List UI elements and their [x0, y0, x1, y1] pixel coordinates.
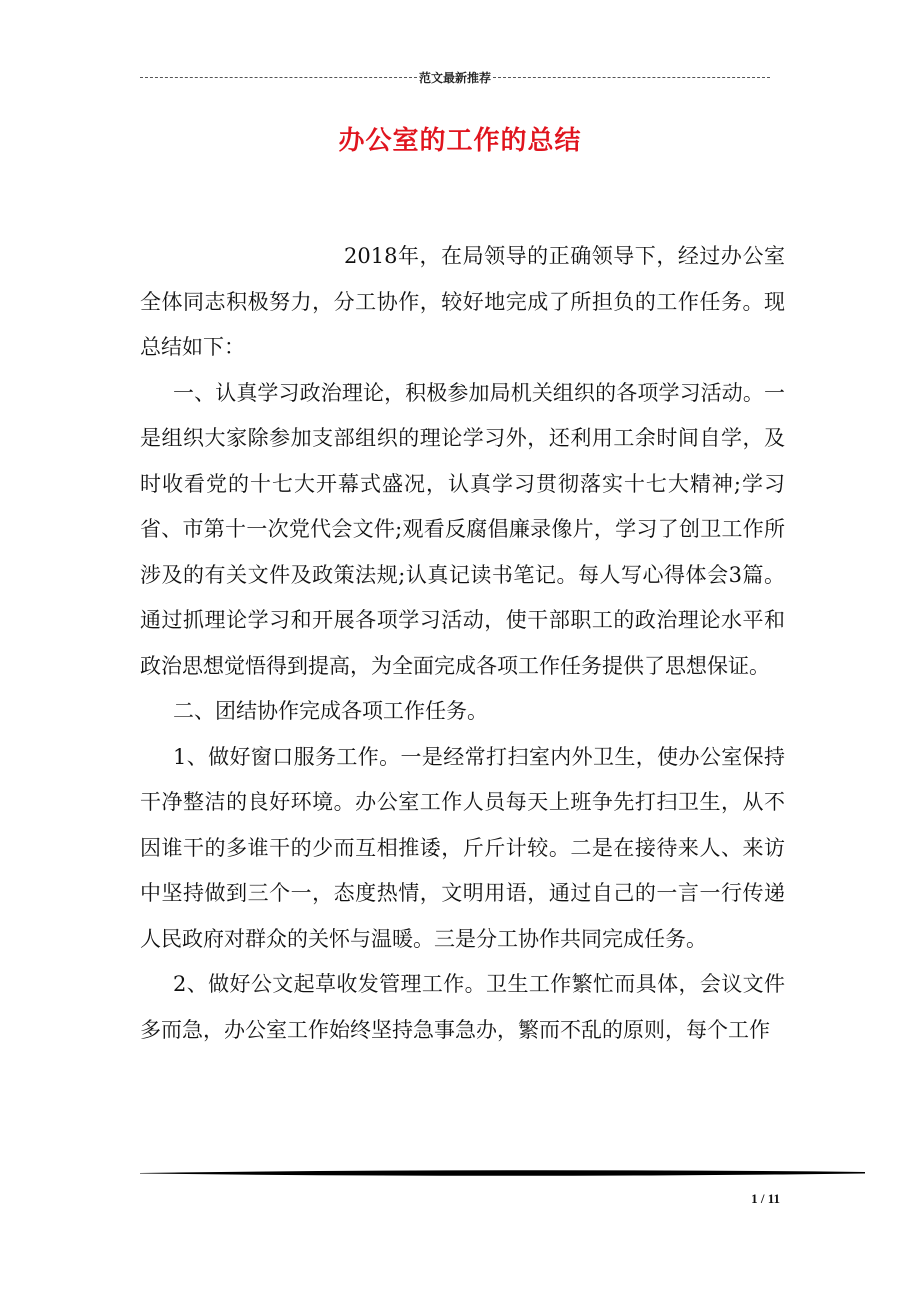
- header-dash-left: [140, 77, 417, 78]
- document-body: [140, 234, 785, 1053]
- paragraph-item-2: 2、做好公文起草收发管理工作。卫生工作繁忙而具体，会议文件多而急，办公室工作始终坚持急事急办，繁而不乱的原则，每个工作: [140, 972, 785, 1042]
- paragraph-section-2-heading: 二、团结协作完成各项工作任务。: [173, 699, 488, 723]
- paragraph-item-1: 1、做好窗口服务工作。一是经常打扫室内外卫生，使办公室保持干净整洁的良好环境。办公室工作人员每天上班争先打扫卫生，从不因谁干的多谁干的少而互相推诿，斤斤计较。二是在接待来人、来访中坚持做到三个一，态度热情，文明用语，通过自己的一言一行传递人民政府对群众的关怀与温暖。三是分工协作共同完成任务。: [140, 744, 785, 951]
- header-dash-right: [493, 77, 770, 78]
- paragraph-section-1: 一、认真学习政治理论，积极参加局机关组织的各项学习活动。一是组织大家除参加支部组织的理论学习外，还利用工余时间自学，及时收看党的十七大开幕式盛况，认真学习贯彻落实十七大精神;学习省、市第十一次党代会文件;观看反腐倡廉录像片，学习了创卫工作所涉及的有关文件及政策法规;认真记读书笔记。每人写心得体会3篇。通过抓理论学习和开展各项学习活动，使干部职工的政治理论水平和政治思想觉悟得到提高，为全面完成各项工作任务提供了思想保证。: [140, 380, 785, 678]
- header-bar: [140, 66, 770, 88]
- paragraph-intro: 2018年，在局领导的正确领导下，经过办公室全体同志积极努力，分工协作，较好地完成了所担负的工作任务。现总结如下：: [140, 244, 785, 359]
- page-number: 1 / 11: [751, 1191, 780, 1206]
- header-label: 范文最新推荐: [419, 70, 492, 85]
- footer-rule: [140, 1166, 865, 1180]
- document-title: 办公室的工作的总结: [338, 126, 582, 156]
